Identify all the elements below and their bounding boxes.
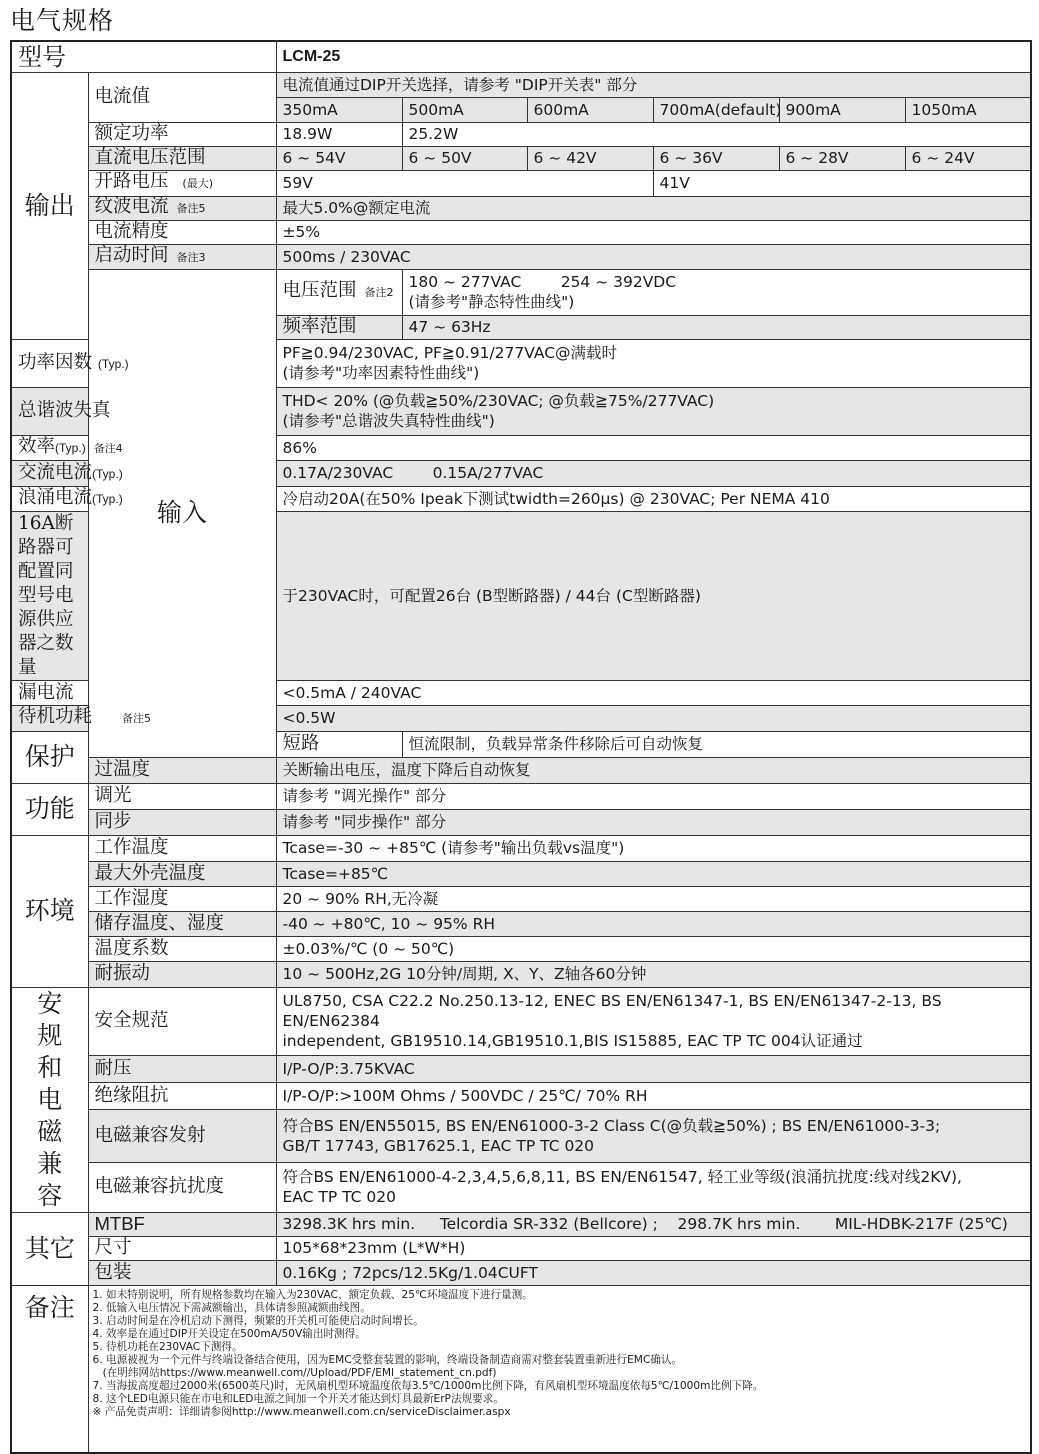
pack-value: 0.16Kg ; 72pcs/12.5Kg/1.04CUFT — [276, 1260, 1031, 1285]
ems-line-1: 符合BS EN/EN61000-4-2,3,4,5,6,8,11, BS EN/EN61547, 轻工业等级(浪涌抗扰度:线对线2KV), — [282, 1168, 962, 1187]
note-line: 7. 当海拔高度超过2000米(6500英尺)时，无风扇机型环境温度依每3.5℃/1000m比例下降，有风扇机型环境温度依每5℃/1000m比例下降。 — [92, 1379, 764, 1392]
inrush-label-text: 浪涌电流 — [18, 487, 93, 508]
label-ems: 电磁兼容抗扰度 — [88, 1163, 276, 1212]
ripple-value: 最大5.0%@额定电流 — [276, 196, 1031, 220]
note-line: 2. 低输入电压情况下需减额输出，具体请参照减额曲线图。 — [92, 1301, 371, 1314]
label-st: 储存温度、湿度 — [88, 911, 276, 936]
voltage-line-2: (请参考"静态特性曲线") — [408, 293, 575, 311]
label-ot: 过温度 — [88, 757, 276, 783]
label-mtbf: MTBF — [88, 1212, 276, 1236]
ir-value: I/P-O/P:>100M Ohms / 500VDC / 25℃/ 70% RH — [276, 1082, 1031, 1109]
ripple-label-text: 纹波电流 — [94, 196, 169, 217]
label-breaker: 16A断路器可配置同型号电源供应器之数量 — [11, 511, 88, 680]
pf-line-1: PF≧0.94/230VAC, PF≧0.91/277VAC@满载时 — [282, 344, 618, 362]
wh-value: 20 ~ 90% RH,无冷凝 — [276, 886, 1031, 911]
label-pf — [11, 339, 129, 387]
ocv-2: 41V — [653, 170, 1031, 196]
note-line: 3. 启动时间是在冷机启动下测得，频繁的开关机可能使启动时间增长。 — [92, 1314, 424, 1327]
label-rated-power: 额定功率 — [88, 122, 276, 146]
eff-label-text: 效率 — [18, 435, 56, 457]
dc-range-3: 6 ~ 42V — [527, 146, 653, 170]
mtbf-value: 3298.3K hrs min. Telcordia SR-332 (Bellcore) ; 298.7K hrs min. MIL-HDBK-217F (25℃) — [276, 1212, 1031, 1236]
inrush-value: 冷启动20A(在50% Ipeak下测试twidth=260μs) @ 230VAC; Per NEMA 410 — [276, 486, 1031, 511]
dc-range-4: 6 ~ 36V — [653, 146, 779, 170]
label-thd: 总谐波失真 — [11, 387, 88, 435]
sync-value: 请参考 "同步操作" 部分 — [276, 809, 1031, 835]
note-line: 5. 待机功耗在230VAC下测得。 — [92, 1340, 243, 1353]
emc-value — [276, 1109, 1031, 1163]
current-350: 350mA — [276, 97, 402, 122]
rated-power-1: 18.9W — [276, 122, 402, 146]
label-accuracy: 电流精度 — [88, 220, 276, 244]
label-emc: 电磁兼容发射 — [88, 1109, 276, 1163]
freq-value: 47 ~ 63Hz — [402, 315, 1031, 339]
st-value: -40 ~ +80℃, 10 ~ 95% RH — [276, 911, 1031, 936]
disclaimer-link[interactable]: ※ 产品免责声明：详细请参阅http://www.meanwell.com.cn/serviceDisclaimer.aspx — [92, 1405, 511, 1418]
rated-power-2: 25.2W — [402, 122, 1031, 146]
emc-line-1: 符合BS EN/EN55015, BS EN/EN61000-3-2 Class C(@负载≧50%) ; BS EN/EN61000-3-3; — [282, 1116, 941, 1135]
label-dim: 调光 — [88, 783, 276, 809]
voltage-line-1: 180 ~ 277VAC 254 ~ 392VDC — [408, 273, 677, 291]
ocv-1: 59V — [276, 170, 653, 196]
label-dim-size: 尺寸 — [88, 1236, 276, 1260]
voltage-note: 备注2 — [364, 286, 394, 299]
label-tc: 温度系数 — [88, 936, 276, 961]
current-note: 电流值通过DIP开关选择，请参考 "DIP开关表" 部分 — [276, 72, 1031, 97]
thd-line-2: (请参考"总谐波失真特性曲线") — [282, 412, 495, 430]
dc-range-5: 6 ~ 28V — [779, 146, 905, 170]
note-line: 8. 这个LED电源只能在市电和LED电源之间加一个开关才能达到灯具最新ErP法规要求。 — [92, 1392, 504, 1405]
notes-list — [88, 1285, 1031, 1453]
inrush-tag: (Typ.) — [92, 492, 123, 506]
label-ir: 绝缘阻抗 — [88, 1082, 276, 1109]
label-voltage — [276, 269, 402, 315]
label-ac — [11, 460, 123, 486]
category-function: 功能 — [11, 783, 88, 835]
startup-label-text: 启动时间 — [94, 244, 169, 266]
current-900: 900mA — [779, 97, 905, 122]
wv-value: I/P-O/P:3.75KVAC — [276, 1055, 1031, 1082]
dc-range-2: 6 ~ 50V — [402, 146, 527, 170]
thd-value — [276, 387, 1031, 435]
pf-value — [276, 339, 1031, 387]
label-wt: 工作温度 — [88, 835, 276, 861]
category-safety: 安规和电磁兼容 — [11, 987, 88, 1212]
label-freq: 频率范围 — [276, 315, 402, 339]
label-startup — [88, 244, 276, 269]
label-wv: 耐压 — [88, 1055, 276, 1082]
pf-tag: (Typ.) — [97, 356, 129, 371]
standby-note: 备注5 — [122, 712, 152, 725]
breaker-value: 于230VAC时，可配置26台 (B型断路器) / 44台 (C型断路器) — [276, 511, 1031, 680]
standby-label-text: 待机功耗 — [18, 706, 93, 727]
category-output: 输出 — [11, 72, 88, 339]
category-protection: 保护 — [11, 731, 88, 783]
note-line: 1. 如未特别说明，所有规格参数均在输入为230VAC、额定负载、25℃环境温度下进行量测。 — [92, 1288, 533, 1301]
model-value: LCM-25 — [276, 41, 1031, 72]
label-short: 短路 — [276, 731, 402, 757]
ac-value: 0.17A/230VAC 0.15A/277VAC — [276, 460, 1031, 486]
label-eff — [11, 435, 123, 460]
note-line: (在明纬网站https://www.meanwell.com//Upload/PDF/EMI_statement_cn.pdf) — [92, 1366, 497, 1379]
dc-range-1: 6 ~ 54V — [276, 146, 402, 170]
current-1050: 1050mA — [905, 97, 1031, 122]
ems-line-2: EAC TP TC 020 — [282, 1188, 397, 1207]
leak-value: <0.5mA / 240VAC — [276, 680, 1031, 705]
pf-label-text: 功率因数 — [18, 351, 93, 373]
ac-label-text: 交流电流 — [18, 461, 93, 483]
current-500: 500mA — [402, 97, 527, 122]
voltage-label-text: 电压范围 — [282, 280, 357, 301]
std-value — [276, 987, 1031, 1055]
thd-line-1: THD< 20% (@负载≧50%/230VAC; @负载≧75%/277VAC) — [282, 392, 715, 410]
tc-value: ±0.03%/℃ (0 ~ 50℃) — [276, 936, 1031, 961]
category-input: 输入 — [88, 269, 276, 757]
accuracy-value: ±5% — [276, 220, 1031, 244]
ocv-label-text: 开路电压 — [94, 171, 169, 192]
label-ripple — [88, 196, 276, 220]
short-value: 恒流限制，负载异常条件移除后可自动恢复 — [402, 731, 1031, 757]
mc-value: Tcase=+85℃ — [276, 861, 1031, 886]
dc-range-6: 6 ~ 24V — [905, 146, 1031, 170]
label-current: 电流值 — [88, 72, 276, 122]
std-line-1: UL8750, CSA C22.2 No.250.13-12, ENEC BS EN/EN61347-1, BS EN/EN61347-2-13, BS EN/EN62384 — [282, 992, 942, 1031]
spec-table — [10, 40, 1032, 1454]
category-notes: 备注 — [11, 1285, 88, 1453]
model-label: 型号 — [11, 41, 276, 72]
dim-size-value: 105*68*23mm (L*W*H) — [276, 1236, 1031, 1260]
vib-value: 10 ~ 500Hz,2G 10分钟/周期, X、Y、Z轴各60分钟 — [276, 961, 1031, 987]
category-others: 其它 — [11, 1212, 88, 1285]
startup-note: 备注3 — [176, 250, 206, 264]
label-vib: 耐振动 — [88, 961, 276, 987]
voltage-value — [402, 269, 1031, 315]
pf-line-2: (请参考"功率因素特性曲线") — [282, 364, 480, 382]
standby-value: <0.5W — [276, 705, 1031, 731]
label-mc: 最大外壳温度 — [88, 861, 276, 886]
ac-tag: (Typ.) — [92, 466, 123, 481]
ripple-note: 备注5 — [176, 202, 206, 215]
eff-value: 86% — [276, 435, 1031, 460]
note-line: 4. 效率是在通过DIP开关设定在500mA/50V输出时测得。 — [92, 1327, 366, 1340]
page-title: 电气规格 — [10, 6, 115, 35]
eff-tag: (Typ.) — [55, 440, 86, 455]
label-std: 安全规范 — [88, 987, 276, 1055]
note-line: 6. 电源被视为一个元件与终端设备结合使用，因为EMC受整套装置的影响，终端设备制造商需对整套装置重新进行EMC确认。 — [92, 1353, 683, 1366]
label-dc-range: 直流电压范围 — [88, 146, 276, 170]
label-inrush — [11, 486, 123, 511]
ems-value — [276, 1163, 1031, 1212]
category-environment: 环境 — [11, 835, 88, 987]
label-wh: 工作湿度 — [88, 886, 276, 911]
ot-value: 关断输出电压，温度下降后自动恢复 — [276, 757, 1031, 783]
label-pack: 包装 — [88, 1260, 276, 1285]
std-line-2: independent, GB19510.14,GB19510.1,BIS IS15885, EAC TP TC 004认证通过 — [282, 1032, 863, 1051]
wt-value: Tcase=-30 ~ +85℃ (请参考"输出负载vs温度") — [276, 835, 1031, 861]
ocv-tag: (最大) — [182, 177, 213, 190]
dim-value: 请参考 "调光操作" 部分 — [276, 783, 1031, 809]
label-ocv — [88, 170, 276, 196]
label-leak: 漏电流 — [11, 680, 88, 705]
label-standby — [11, 705, 152, 731]
current-700: 700mA(default) — [653, 97, 779, 122]
emc-line-2: GB/T 17743, GB17625.1, EAC TP TC 020 — [282, 1136, 595, 1155]
startup-value: 500ms / 230VAC — [276, 244, 1031, 269]
eff-note: 备注4 — [93, 441, 123, 455]
current-600: 600mA — [527, 97, 653, 122]
label-sync: 同步 — [88, 809, 276, 835]
